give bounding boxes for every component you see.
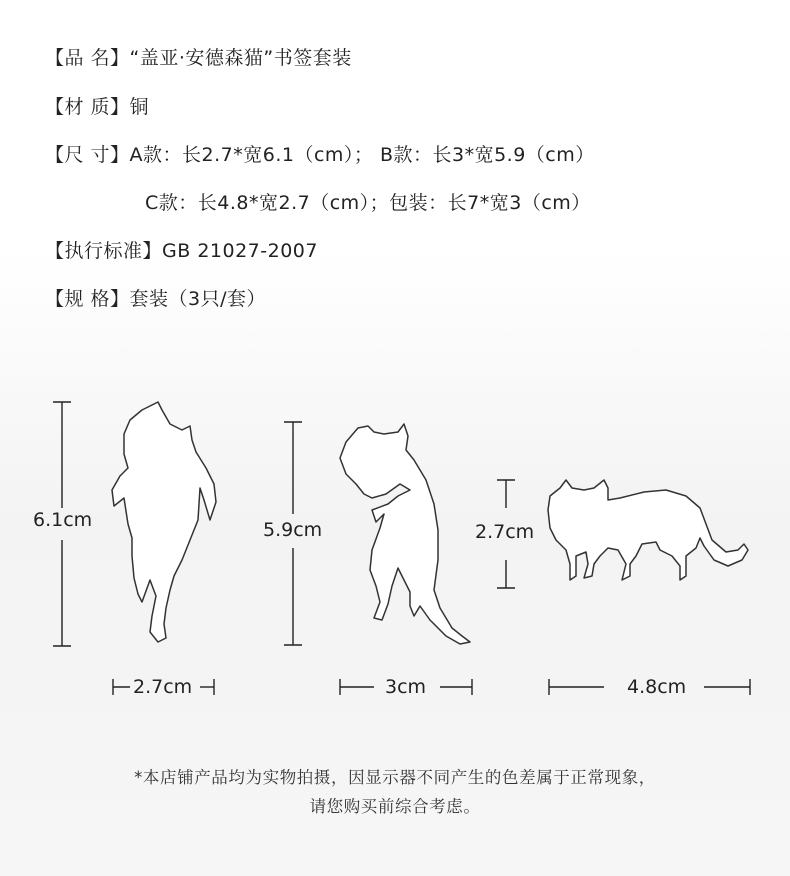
spec-label: 【执行标准】	[45, 240, 163, 262]
spec-row-size	[45, 142, 595, 168]
spec-value: 套装（3只/套）	[129, 288, 267, 310]
spec-row-name	[45, 45, 352, 71]
disclaimer-line-2: 请您购买前综合考虑。	[309, 797, 481, 816]
spec-value: C款：长4.8*宽2.7（cm）；包装：长7*宽3（cm）	[145, 192, 591, 214]
bookmark-diagram	[0, 380, 790, 710]
disclaimer-line-1: *本店铺产品均为实物拍摄，因显示器不同产生的色差属于正常现象，	[134, 768, 656, 787]
spec-label: 【规 格】	[45, 288, 130, 310]
bookmark-b-height-label: 5.9cm	[263, 519, 323, 541]
bookmark-c-width-label: 4.8cm	[627, 676, 687, 698]
spec-value: GB 21027-2007	[162, 240, 318, 262]
bookmark-a-cat-silhouette	[112, 402, 216, 642]
spec-value: “盖亚·安德森猫”书签套装	[129, 47, 352, 69]
spec-value: A款：长2.7*宽6.1（cm）； B款：长3*宽5.9（cm）	[129, 144, 595, 166]
spec-row-spec	[45, 286, 266, 312]
bookmark-c-height-label: 2.7cm	[475, 521, 535, 543]
spec-row-standard	[45, 238, 318, 264]
spec-label: 【品 名】	[45, 47, 130, 69]
bookmark-b-width-label: 3cm	[385, 676, 427, 698]
spec-row-material	[45, 94, 149, 120]
bookmark-c-cat-silhouette	[548, 480, 748, 580]
bookmark-a-width-label: 2.7cm	[133, 676, 193, 698]
spec-label: 【材 质】	[45, 96, 130, 118]
spec-row-size-continued	[145, 190, 591, 216]
spec-label: 【尺 寸】	[45, 144, 130, 166]
bookmark-b-cat-silhouette	[340, 424, 470, 644]
bookmark-a-height-label: 6.1cm	[33, 509, 93, 531]
spec-value: 铜	[129, 96, 150, 118]
